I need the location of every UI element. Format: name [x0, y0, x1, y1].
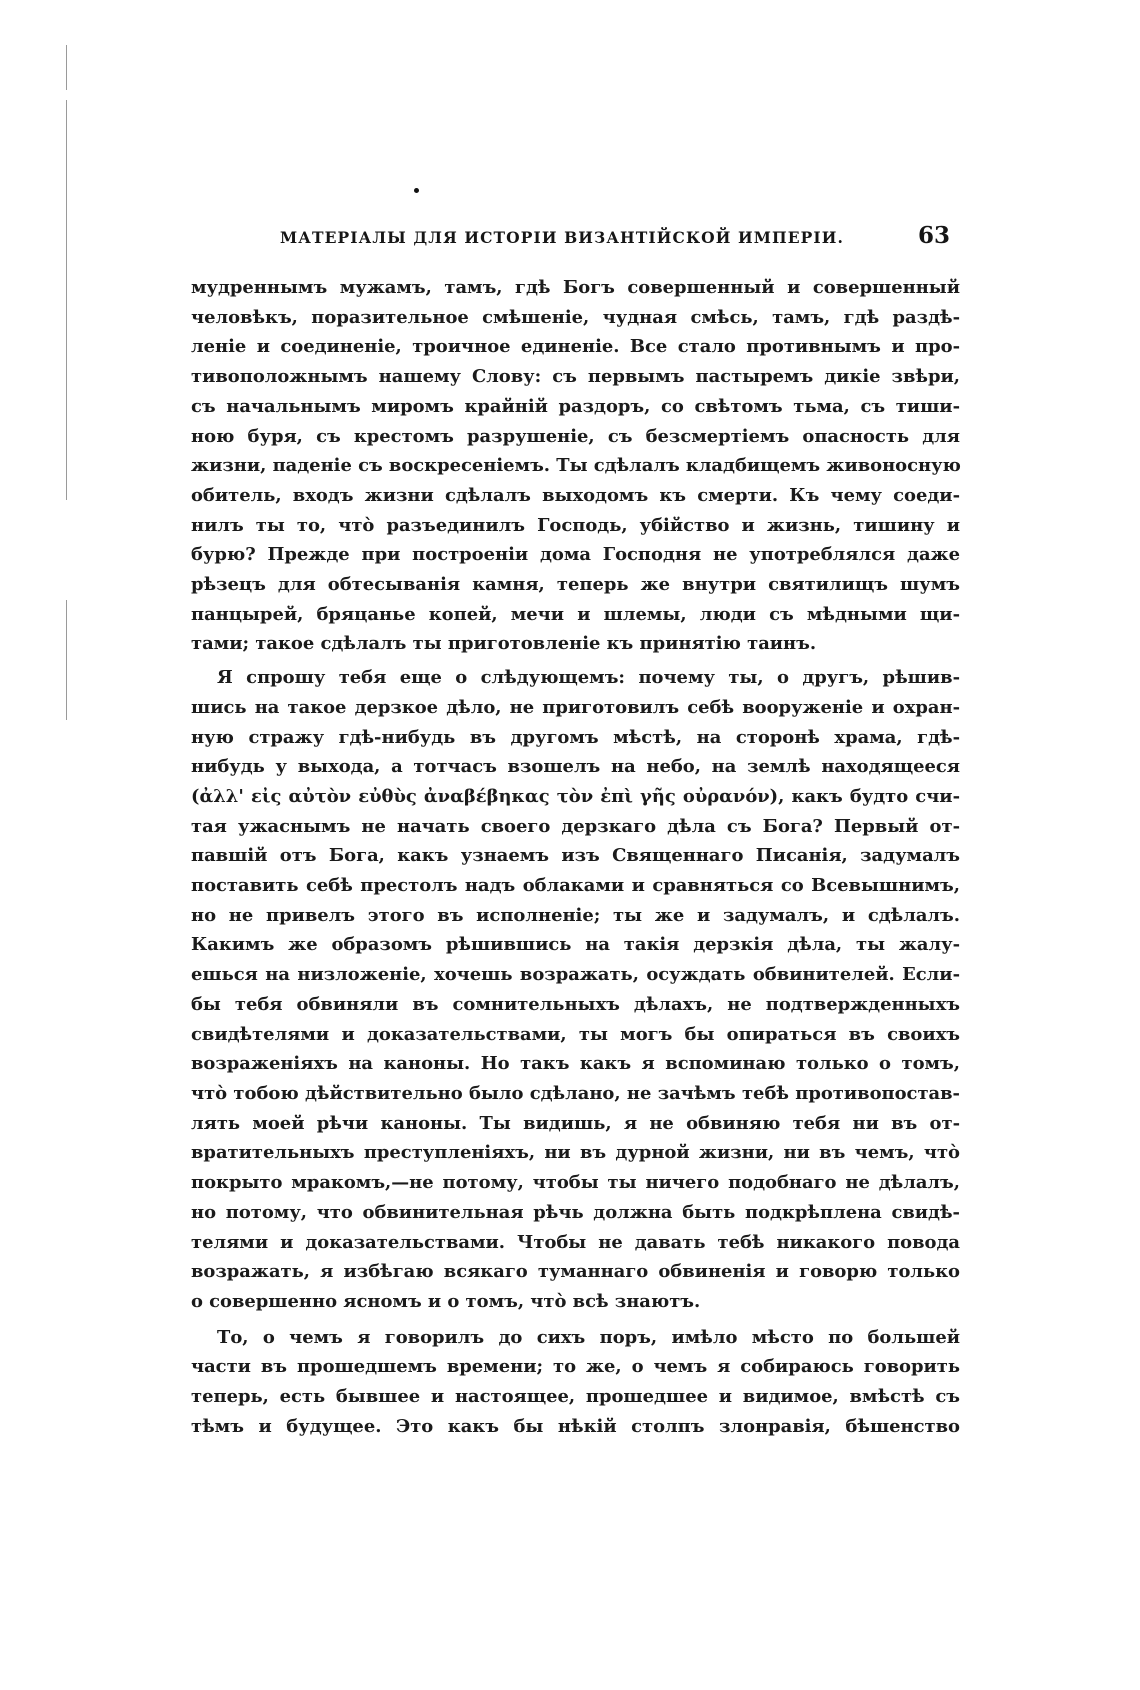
text-line: тивоположнымъ нашему Слову: съ первымъ пастыремъ дикіе звѣри, [191, 366, 960, 388]
text-line: павшій отъ Бога, какъ узнаемъ изъ Священнаго Писанія, задумалъ [191, 845, 960, 867]
text-line: тая ужаснымъ не начать своего дерзкаго дѣла съ Бога? Первый от- [191, 815, 960, 837]
text-line: свидѣтелями и доказательствами, ты могъ бы опираться въ своихъ [191, 1023, 960, 1045]
text-line: (ἀλλ' εἰς αὐτὸν εὐθὺς ἀναβέβηκας τὸν ἐπὶ γῆς οὐρανόν), какъ будто счи- [191, 785, 960, 807]
text-line: съ начальнымъ миромъ крайній раздоръ, со свѣтомъ тьма, съ тиши- [191, 395, 960, 417]
text-line: теперь, есть бывшее и настоящее, прошедшее и видимое, вмѣстѣ съ [191, 1386, 960, 1408]
text-line: бурю? Прежде при построеніи дома Господня не употреблялся даже [191, 544, 960, 566]
text-line: части въ прошедшемъ времени; то же, о чемъ я собираюсь говорить [191, 1356, 960, 1378]
text-line: но потому, что обвинительная рѣчь должна быть подкрѣплена свидѣ- [191, 1201, 960, 1223]
text-line: Какимъ же образомъ рѣшившись на такія дерзкія дѣла, ты жалу- [191, 934, 960, 956]
text-line: лять моей рѣчи каноны. Ты видишь, я не обвиняю тебя ни въ от- [191, 1112, 960, 1134]
text-line: человѣкъ, поразительное смѣшеніе, чудная смѣсь, тамъ, гдѣ раздѣ- [191, 306, 960, 328]
text-line: мудреннымъ мужамъ, тамъ, гдѣ Богъ совершенный и совершенный [191, 277, 960, 298]
page-header [280, 222, 950, 254]
paragraph-1 [191, 273, 960, 659]
text-line: обитель, входъ жизни сдѣлалъ выходомъ къ смерти. Къ чему соеди- [191, 484, 960, 506]
text-line: ешься на низложеніе, хочешь возражать, осуждать обвинителей. Если- [191, 964, 960, 986]
text-line: тѣмъ и будущее. Это какъ бы нѣкій столпъ злонравія, бѣшенство [191, 1415, 960, 1437]
text-line: То, о чемъ я говорилъ до сихъ поръ, имѣло мѣсто по большей [217, 1326, 960, 1348]
body-text [191, 273, 960, 1441]
text-line: Я спрошу тебя еще о слѣдующемъ: почему ты, о другъ, рѣшив- [217, 667, 960, 689]
binding-edge-line [66, 45, 67, 90]
page-number: 63 [917, 222, 950, 249]
text-line: рѣзецъ для обтесыванія камня, теперь же внутри святилищъ шумъ [191, 574, 960, 596]
text-line: ную стражу гдѣ-нибудь въ другомъ мѣстѣ, на сторонѣ храма, гдѣ- [191, 726, 960, 748]
text-line: жизни, паденіе съ воскресеніемъ. Ты сдѣлалъ кладбищемъ живоносную [191, 455, 961, 477]
text-line: панцырей, бряцанье копей, мечи и шлемы, люди съ мѣдными щи- [191, 603, 960, 625]
text-line: возраженіяхъ на каноны. Но такъ какъ я вспоминаю только о томъ, [191, 1053, 960, 1075]
binding-edge-line [66, 600, 67, 720]
text-line: что̀ тобою дѣйствительно было сдѣлано, не зачѣмъ тебѣ противопостав- [191, 1082, 960, 1104]
text-line: вратительныхъ преступленіяхъ, ни въ дурной жизни, ни въ чемъ, что̀ [191, 1142, 960, 1164]
text-line: леніе и соединеніе, троичное единеніе. Все стало противнымъ и про- [191, 336, 960, 358]
text-line: ною буря, съ крестомъ разрушеніе, съ безсмертіемъ опасность для [191, 425, 960, 447]
binding-edge-line [66, 100, 67, 500]
paragraph-2 [191, 663, 960, 1316]
text-line: шись на такое дерзкое дѣло, не приготовилъ себѣ вооруженіе и охран- [191, 696, 960, 718]
text-line: о совершенно ясномъ и о томъ, что̀ всѣ знаютъ. [191, 1290, 701, 1312]
ink-speck [414, 188, 419, 193]
running-title: МАТЕРІАЛЫ ДЛЯ ИСТОРІИ ВИЗАНТІЙСКОЙ ИМПЕРІИ. [280, 228, 845, 247]
paragraph-3 [191, 1323, 960, 1442]
text-line: тами; такое сдѣлалъ ты приготовленіе къ принятію таинъ. [191, 633, 817, 655]
text-line: бы тебя обвиняли въ сомнительныхъ дѣлахъ, не подтвержденныхъ [191, 993, 960, 1015]
text-line: нилъ ты то, что̀ разъединилъ Господь, убійство и жизнь, тишину и [191, 514, 960, 536]
text-line: нибудь у выхода, а тотчасъ взошелъ на небо, на землѣ находящееся [191, 756, 960, 778]
text-line: поставить себѣ престолъ надъ облаками и сравняться со Всевышнимъ, [191, 875, 960, 897]
text-line: возражать, я избѣгаю всякаго туманнаго обвиненія и говорю только [191, 1261, 960, 1283]
text-line: но не привелъ этого въ исполненіе; ты же и задумалъ, и сдѣлалъ. [191, 904, 960, 926]
text-line: телями и доказательствами. Чтобы не давать тебѣ никакого повода [191, 1231, 960, 1253]
text-line: покрыто мракомъ,—не потому, чтобы ты ничего подобнаго не дѣлалъ, [191, 1172, 960, 1194]
